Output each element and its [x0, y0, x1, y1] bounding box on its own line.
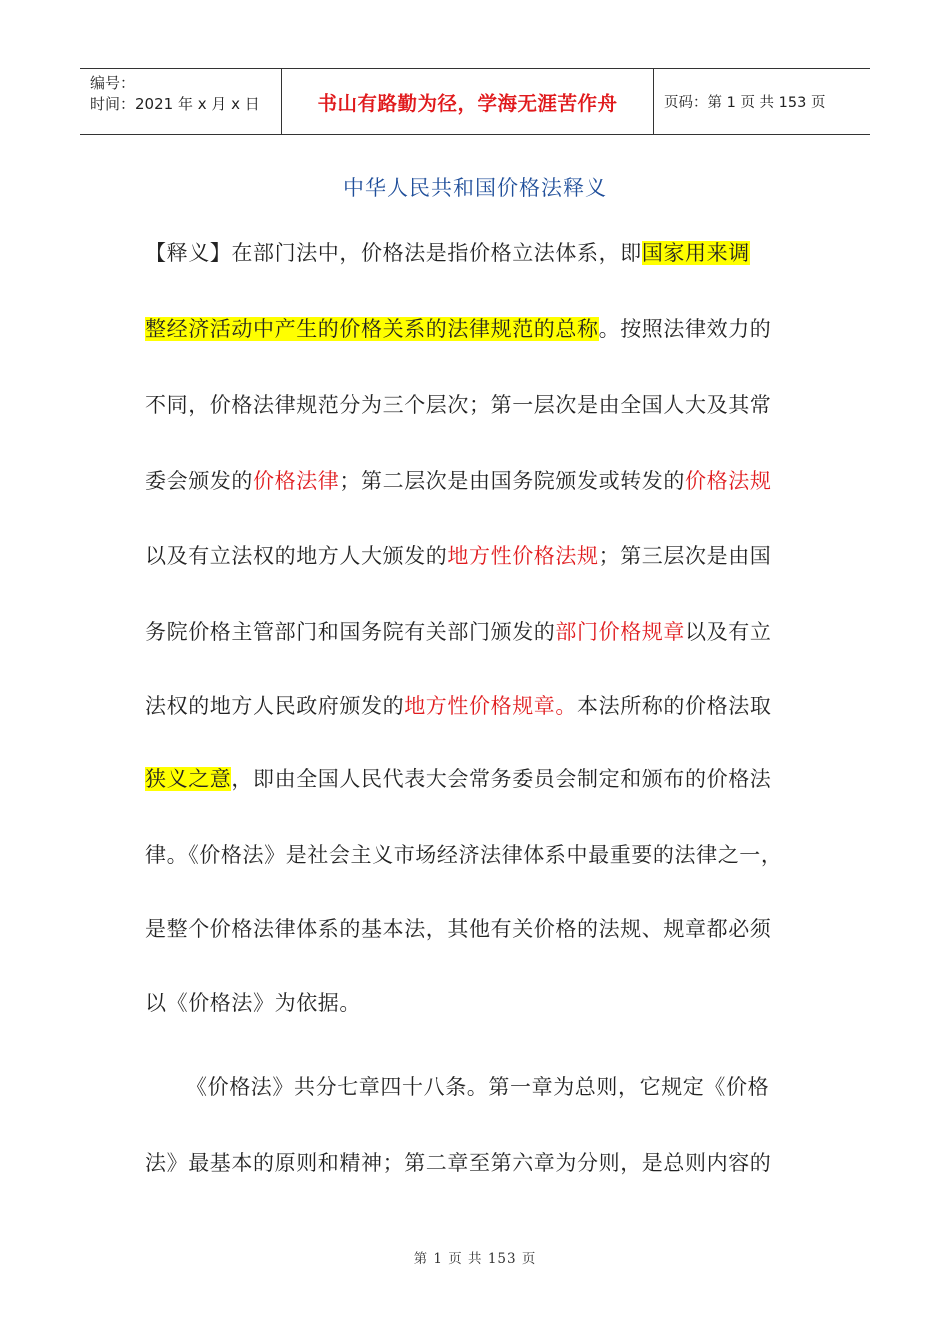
document-title: 中华人民共和国价格法释义	[343, 176, 607, 200]
body-text-segment: 务院价格主管部门和国务院有关部门颁发的	[145, 620, 556, 644]
body-line	[145, 691, 771, 721]
page-footer: 第 1 页 共 153 页	[413, 1251, 537, 1267]
red-emphasis-text: 部门价格规章	[555, 620, 686, 644]
body-text-segment: ；第二层次是由国务院颁发或转发的	[339, 469, 686, 493]
body-text-segment: 法》最基本的原则和精神；第二章至第六章为分则，是总则内容的	[145, 1151, 772, 1175]
header-table	[80, 68, 870, 135]
body-text-segment: 法权的地方人民政府颁发的	[145, 694, 405, 718]
time-label: 时间：2021 年 x 月 x 日	[90, 95, 260, 113]
body-line	[145, 617, 771, 647]
doc-meta-cell	[80, 69, 282, 134]
highlighted-text: 狭义之意	[145, 767, 232, 791]
body-text-segment: 不同，价格法律规范分为三个层次；第一层次是由全国人大及其常	[145, 393, 772, 417]
body-line	[145, 238, 750, 268]
body-text-segment: 【释义】在部门法中，价格法是指价格立法体系，即	[145, 241, 642, 265]
highlighted-text: 国家用来调	[641, 241, 750, 265]
highlighted-text: 整经济活动中产生的价格关系的法律规范的总称	[145, 317, 599, 341]
red-emphasis-text: 价格法律	[253, 469, 340, 493]
body-text-segment: ，即由全国人民代表大会常务委员会制定和颁布的价格法	[231, 767, 772, 791]
body-text-segment: 委会颁发的	[145, 469, 253, 493]
body-line	[145, 764, 771, 794]
body-line	[145, 390, 771, 420]
body-line	[145, 541, 771, 571]
body-line	[186, 1072, 769, 1102]
body-line	[145, 840, 783, 870]
body-text-segment: 律。《价格法》是社会主义市场经济法律体系中最重要的法律之一，	[145, 843, 783, 867]
red-emphasis-text: 地方性价格规章。	[404, 694, 578, 718]
red-emphasis-text: 地方性价格法规	[447, 544, 599, 568]
motto-cell	[282, 69, 654, 134]
body-text-segment: 是整个价格法律体系的基本法，其他有关价格的法规、规章都必须	[145, 917, 772, 941]
page-info: 页码：第 1 页 共 153 页	[664, 95, 826, 111]
body-line	[145, 466, 771, 496]
body-text-segment: 以《价格法》为依据。	[145, 991, 361, 1015]
body-line	[145, 314, 771, 344]
body-text-segment: 以及有立法权的地方人大颁发的	[145, 544, 448, 568]
body-line	[145, 1148, 771, 1178]
body-text-segment: 。按照法律效力的	[598, 317, 772, 341]
body-text-segment: 《价格法》共分七章四十八条。第一章为总则，它规定《价格	[186, 1075, 770, 1099]
page-info-cell	[654, 69, 870, 134]
number-label: 编号：	[90, 74, 136, 92]
body-line	[145, 914, 771, 944]
body-text-segment: 以及有立	[685, 620, 772, 644]
body-text-segment: 本法所称的价格法取	[577, 694, 772, 718]
motto-text: 书山有路勤为径，学海无涯苦作舟	[317, 91, 618, 115]
body-line	[145, 988, 361, 1018]
red-emphasis-text: 价格法规	[685, 469, 772, 493]
body-text-segment: ；第三层次是由国	[598, 544, 772, 568]
